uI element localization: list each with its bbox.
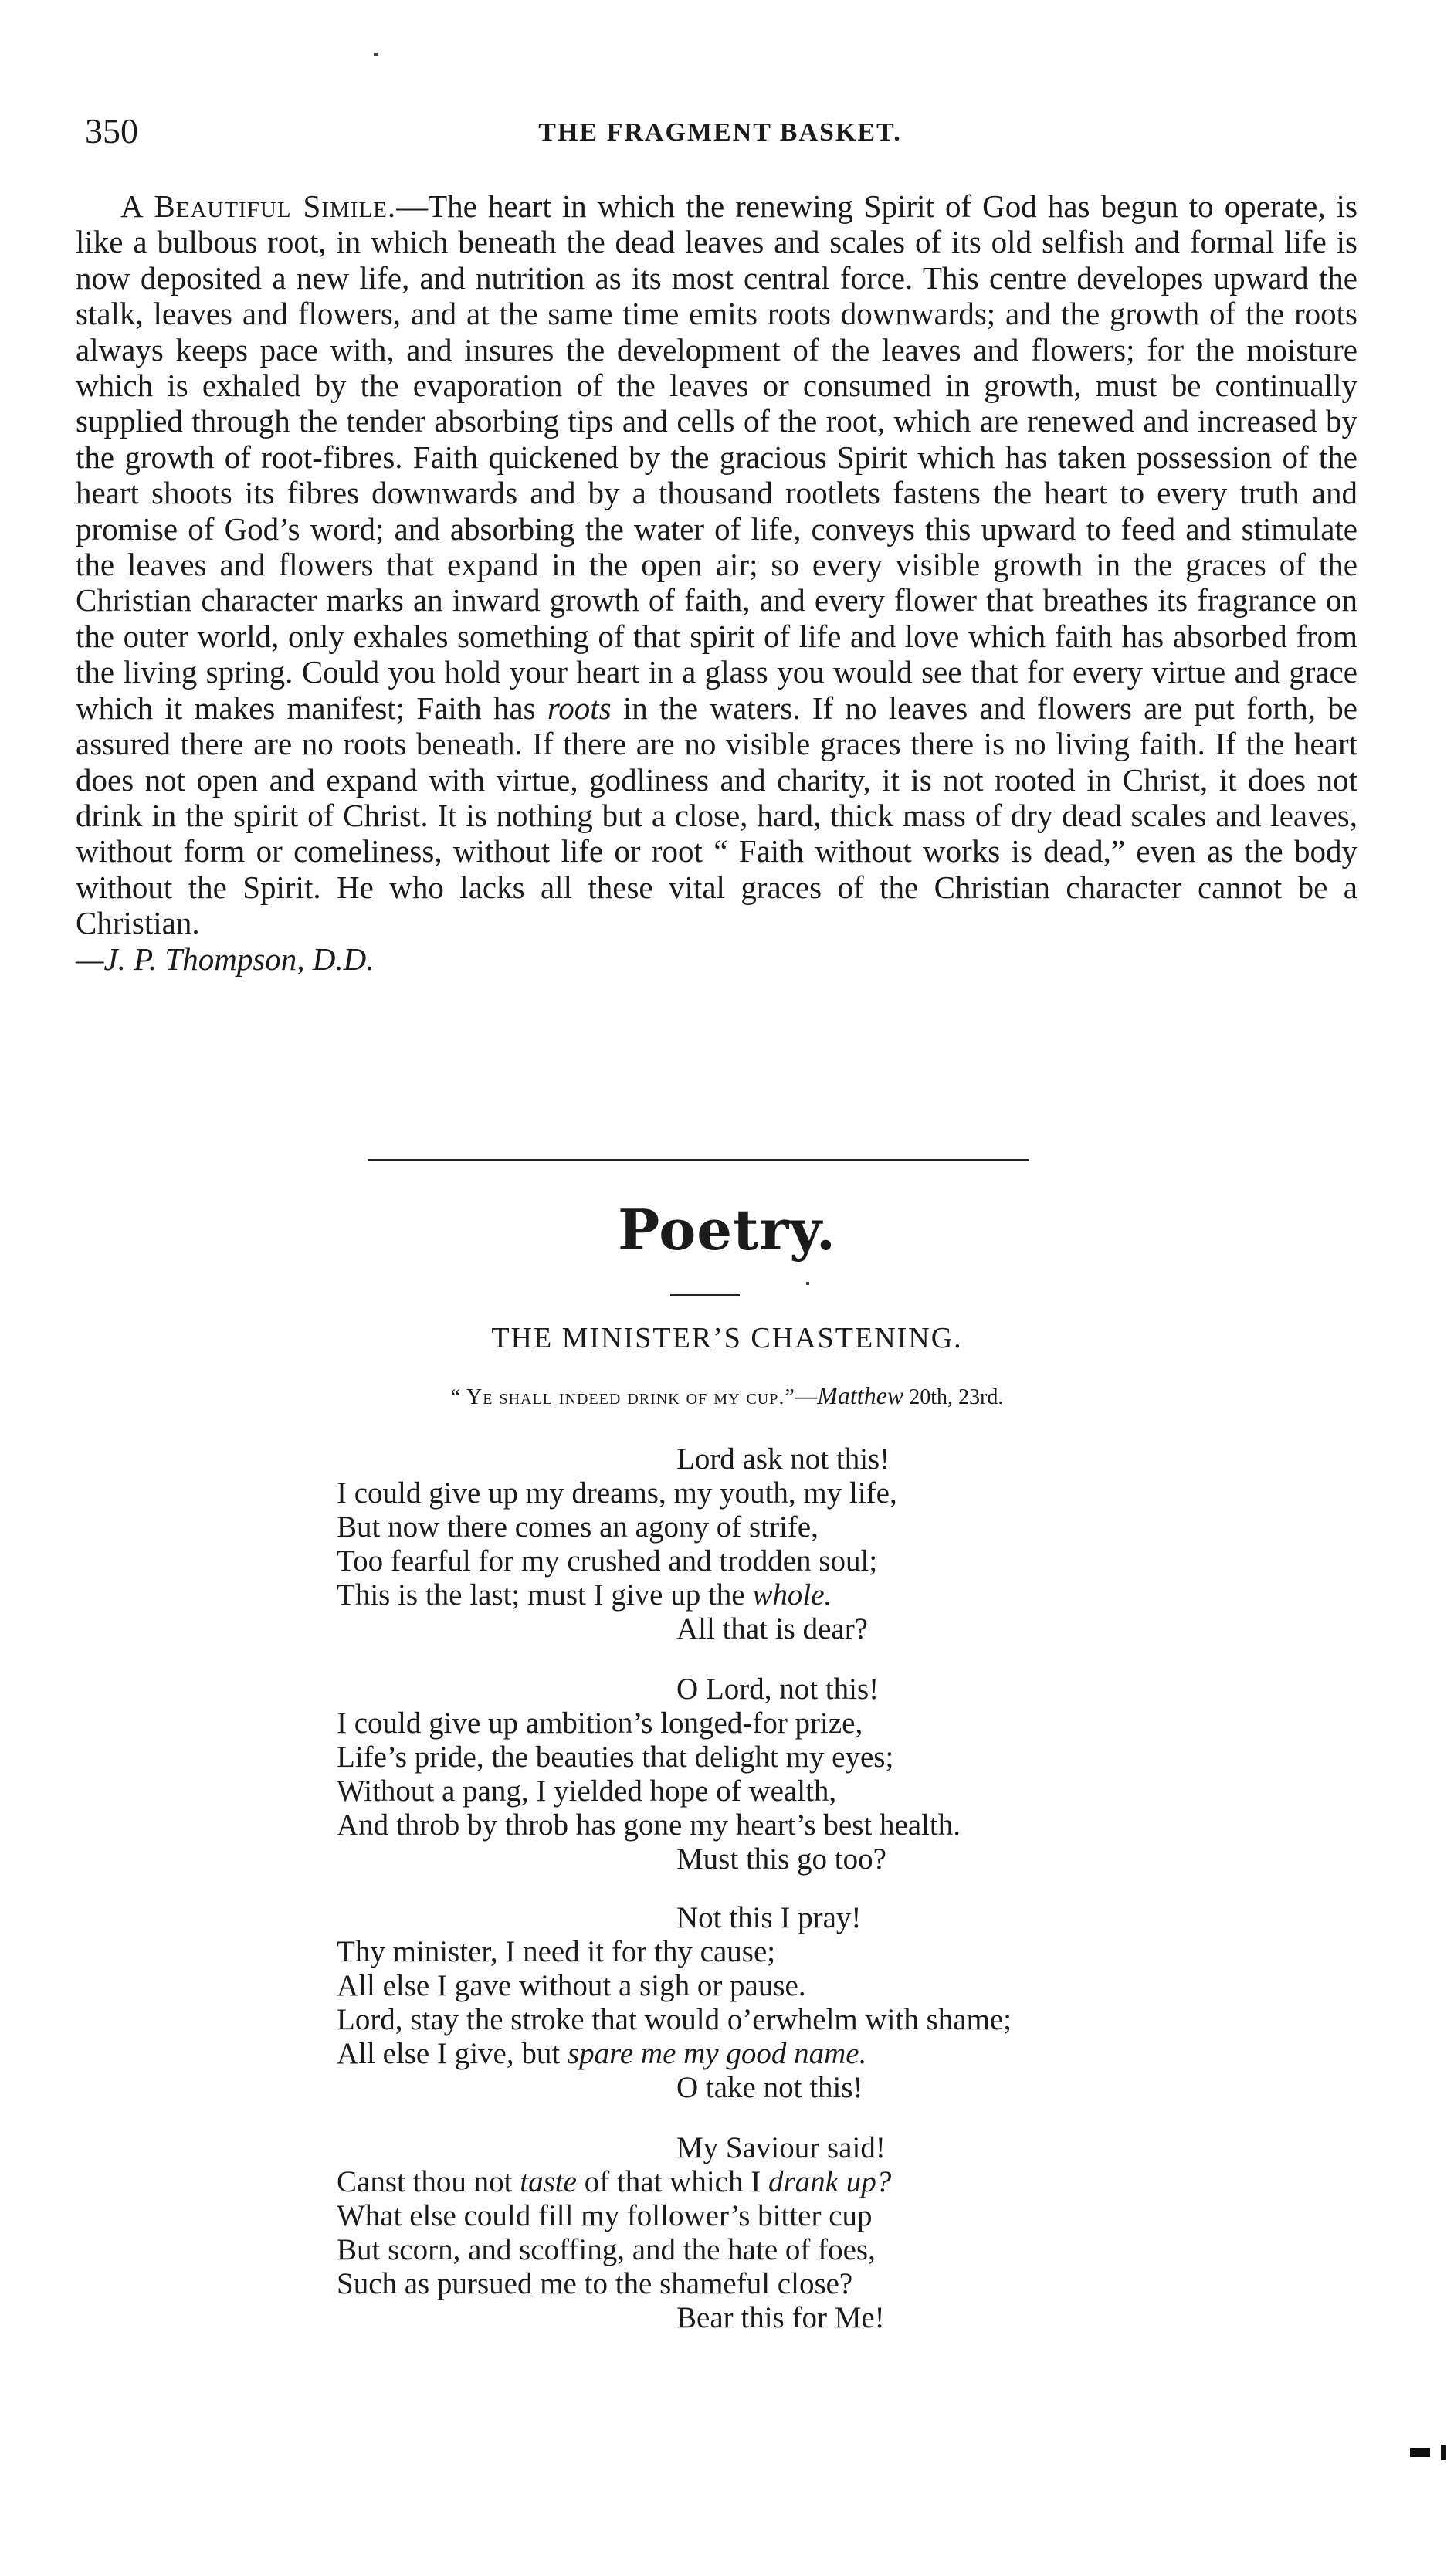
epigraph-reference: 20th, 23rd. — [903, 1385, 1004, 1409]
page-header — [85, 108, 1355, 154]
stanza-line: Such as pursued me to the shameful close? — [337, 2267, 853, 2300]
article-body-continued: in the waters. If no leaves and flowers are put forth, be assured there are no roots beneath. If there are no visible graces there is no living faith. If the heart does not open and expand with virtue, godliness and charity, it is not rooted in Christ, it does not drink in the spirit of Christ. It is nothing but a close, hard, thick mass of dry dead scales and leaves, without form or comeliness, without life or root “ Faith without works is dead,” even as the body without the Spirit. He who lacks all these vital graces of the Christian character cannot be a Christian. — [76, 690, 1357, 941]
stanza-line: I could give up ambition’s longed-for prize, — [337, 1707, 863, 1740]
line-italic: spare me my good name. — [567, 2037, 867, 2070]
section-divider — [368, 1159, 1029, 1161]
stanza-line: Not this I pray! — [676, 1901, 862, 1934]
stanza-line: My Saviour said! — [676, 2131, 886, 2164]
section-heading-poetry: Poetry. — [618, 1197, 836, 1263]
line-text: This is the last; must I give up the — [337, 1578, 753, 1612]
running-head: THE FRAGMENT BASKET. — [538, 118, 902, 147]
stanza-line: All else I gave without a sigh or pause. — [337, 1969, 806, 2002]
stanza-line: Lord, stay the stroke that would o’erwhelm with shame; — [337, 2003, 1012, 2036]
epigraph-quote: “ Ye shall indeed drink of my cup.” — [450, 1385, 795, 1409]
article-paragraph — [76, 188, 1357, 977]
epigraph-source: —Matthew — [795, 1381, 904, 1409]
stanza-line: O Lord, not this! — [676, 1673, 880, 1706]
stanza-line: And throb by throb has gone my heart’s best health. — [337, 1808, 961, 1842]
stanza-line — [337, 2165, 1263, 2199]
line-italic: drank up? — [768, 2165, 892, 2198]
stanza-line — [337, 2037, 1263, 2071]
stanza-line: But now there comes an agony of strife, — [337, 1510, 819, 1544]
article-simile — [76, 188, 1357, 977]
ink-speck — [374, 53, 378, 56]
line-text: of that which I — [576, 2165, 768, 2198]
stanza-line: All that is dear? — [676, 1612, 868, 1646]
stanza-line: Without a pang, I yielded hope of wealth, — [337, 1774, 837, 1808]
stanza-line: Lord ask not this! — [676, 1442, 890, 1476]
stanza-line: Must this go too? — [676, 1842, 886, 1876]
stanza-line: Bear this for Me! — [676, 2301, 885, 2334]
ink-speck — [806, 1282, 809, 1285]
stanza-line: What else could fill my follower’s bitter cup — [337, 2199, 873, 2232]
stanza-line: Thy minister, I need it for thy cause; — [337, 1935, 776, 1968]
line-italic: whole. — [752, 1578, 832, 1612]
poem-stanza-4 — [337, 2131, 1263, 2335]
line-italic: taste — [520, 2165, 577, 2198]
stanza-line: Life’s pride, the beauties that delight my eyes; — [337, 1740, 894, 1774]
stanza-line: Too fearful for my crushed and trodden soul; — [337, 1544, 878, 1578]
poem-epigraph — [0, 1380, 1454, 1413]
poem-stanza-1 — [337, 1442, 1263, 1646]
stanza-line: I could give up my dreams, my youth, my life, — [337, 1476, 897, 1510]
poem-title: THE MINISTER’S CHASTENING. — [491, 1322, 963, 1354]
scan-edge-mark — [1441, 2445, 1446, 2460]
line-text: Canst thou not — [337, 2165, 520, 2198]
page-number: 350 — [85, 111, 138, 151]
heading-underline — [670, 1294, 740, 1296]
poem-stanza-3 — [337, 1901, 1263, 2105]
stanza-line: But scorn, and scoffing, and the hate of foes, — [337, 2233, 876, 2266]
article-signature: —J. P. Thompson, D.D. — [76, 941, 375, 977]
article-italic-word: roots — [547, 690, 612, 726]
article-title: A Beautiful Simile. — [120, 188, 397, 224]
line-text: All else I give, but — [337, 2037, 568, 2070]
stanza-line: O take not this! — [676, 2071, 863, 2104]
poem-stanza-2 — [337, 1673, 1263, 1876]
article-body: —The heart in which the renewing Spirit of God has begun to operate, is like a bulbous root, in which beneath the dead leaves and scales of its old selfish and formal life is now deposited a new life, and nutrition as its most central force. This centre developes upward the stalk, leaves and flowers, and at the same time emits roots downwards; and the growth of the roots always keeps pace with, and insures the development of the leaves and flowers; for the moisture which is exhaled by the evaporation of the leaves or consumed in growth, must be continually supplied through the tender absorbing tips and cells of the root, which are renewed and increased by the growth of root-fibres. Faith quickened by the gracious Spirit which has taken possession of the heart shoots its fibres downwards and by a thousand rootlets fastens the heart to every truth and promise of God’s word; and absorbing the water of life, conveys this upward to feed and stimulate the leaves and flowers that expand in the open air; so every visible growth in the graces of the Christian character marks an inward growth of faith, and every flower that breathes its fragrance on the outer world, only exhales something of that spirit of life and love which faith has absorbed from the living spring. Could you hold your heart in a glass you would see that for every virtue and grace which it makes manifest; Faith has — [76, 188, 1357, 726]
scan-edge-mark — [1410, 2448, 1430, 2457]
stanza-line — [337, 1578, 1263, 1612]
